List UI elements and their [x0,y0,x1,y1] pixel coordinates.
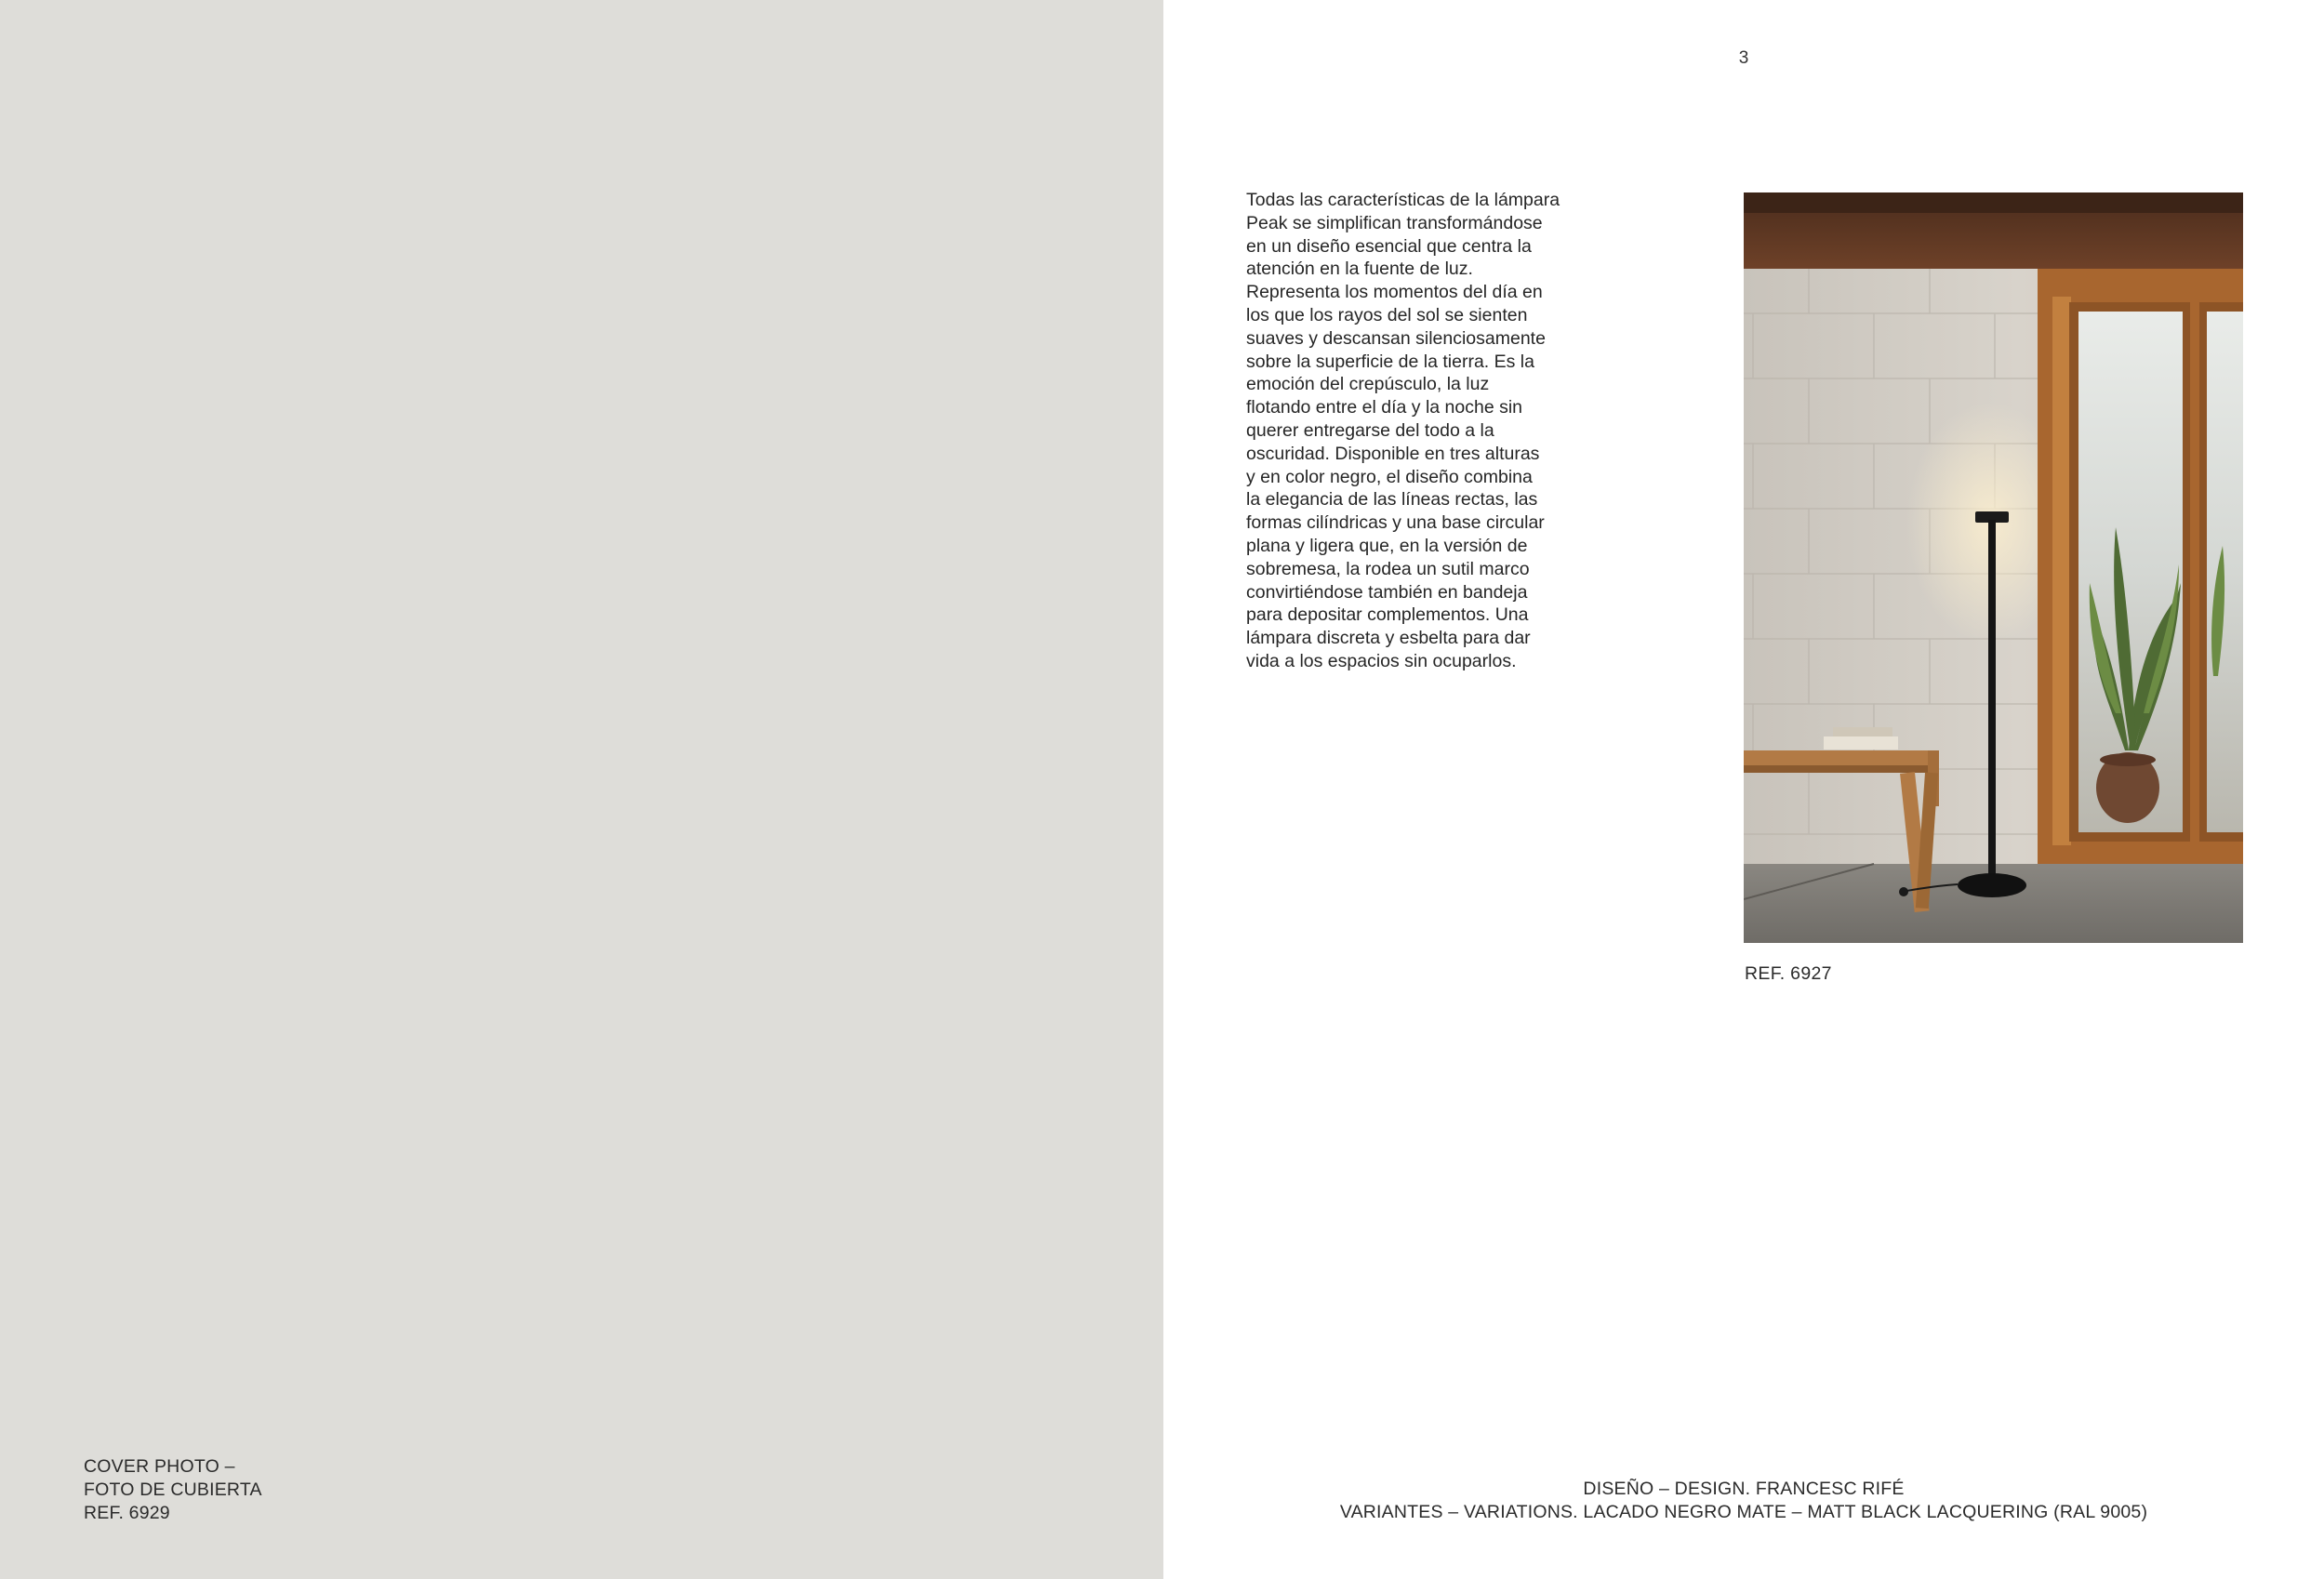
design-credits [1163,1478,2324,1524]
description-line: querer entregarse del todo a la [1246,419,1494,441]
description-line: vida a los espacios sin ocuparlos. [1246,650,1517,671]
description-line: lámpara discreta y esbelta para dar [1246,628,1531,649]
product-description [1246,189,1581,673]
description-line: para depositar complementos. Una [1246,604,1529,626]
cover-caption-ref: REF. 6929 [84,1503,170,1523]
cover-photo-caption [84,1455,262,1525]
variations-credit-line: VARIANTES – VARIATIONS. LACADO NEGRO MATE – MATT BLACK LACQUERING (RAL 9005) [1339,1502,2148,1522]
photo-caption-ref: REF. 6927 [1745,963,1832,984]
cover-caption-line-2: FOTO DE CUBIERTA [84,1479,262,1500]
floor-lamp-photo [1744,192,2243,943]
description-line: atención en la fuente de luz. [1246,259,1473,280]
description-line: Todas las características de la lámpara [1246,190,1560,210]
description-line: Peak se simplifican transformándose [1246,212,1543,233]
description-line: flotando entre el día y la noche sin [1246,397,1523,418]
description-line: Representa los momentos del día en [1246,282,1543,303]
page-number: 3 [1738,48,1749,68]
description-line: convirtiéndose también en bandeja [1246,581,1528,603]
description-line: en un diseño esencial que centra la [1246,235,1532,257]
description-line: plana y ligera que, en la versión de [1246,535,1528,556]
description-line: suaves y descansan silenciosamente [1246,327,1546,349]
description-line: oscuridad. Disponible en tres alturas [1246,443,1540,464]
design-credit-line: DISEÑO – DESIGN. FRANCESC RIFÉ [1583,1479,1905,1499]
description-line: sobre la superficie de la tierra. Es la [1246,351,1534,372]
description-line: la elegancia de las líneas rectas, las [1246,489,1538,511]
description-line: y en color negro, el diseño combina [1246,466,1533,487]
description-line: los que los rayos del sol se sienten [1246,304,1528,325]
description-line: sobremesa, la rodea un sutil marco [1246,558,1530,579]
cover-caption-line-1: COVER PHOTO – [84,1456,235,1477]
floor-lamp-interior-photo-icon [1744,192,2243,943]
description-line: emoción del crepúsculo, la luz [1246,374,1490,395]
description-line: formas cilíndricas y una base circular [1246,512,1545,534]
